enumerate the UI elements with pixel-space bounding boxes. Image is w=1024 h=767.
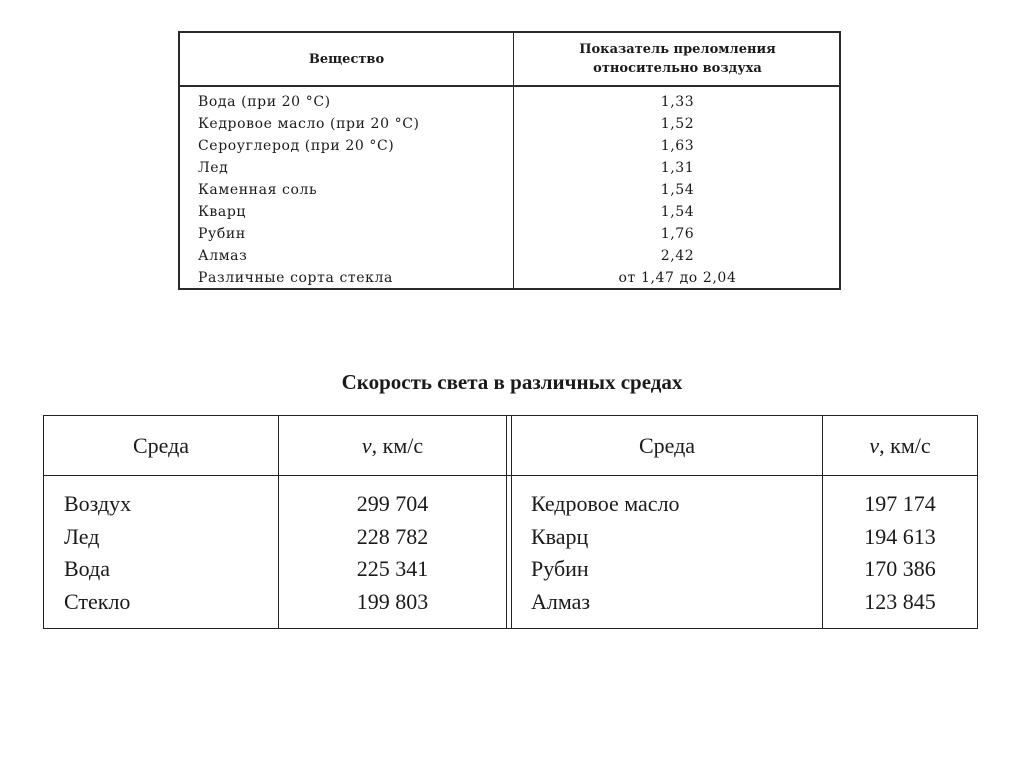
medium-name: Воздух xyxy=(64,491,132,516)
medium-name: Алмаз xyxy=(531,588,591,614)
substance-name: Кедровое масло (при 20 °С) xyxy=(198,116,420,132)
table-row xyxy=(180,223,839,245)
refraction-value: 1,54 xyxy=(660,204,695,220)
refraction-table-header xyxy=(180,33,839,87)
right-medium-column xyxy=(531,488,680,618)
refraction-table-body xyxy=(180,91,839,289)
substance-name: Рубин xyxy=(198,226,246,242)
substance-name: Различные сорта стекла xyxy=(198,270,393,286)
header-speed-left xyxy=(279,416,506,475)
refraction-value: 1,33 xyxy=(660,94,695,110)
speed-unit: , км/с xyxy=(879,433,931,458)
table-row xyxy=(180,157,839,179)
refraction-value: 2,42 xyxy=(660,248,695,264)
medium-name: Вода xyxy=(64,556,110,581)
speed-symbol: v xyxy=(361,433,372,458)
right-speed-column xyxy=(823,488,977,618)
table-row xyxy=(180,113,839,135)
left-speed-column xyxy=(279,488,506,618)
header-substance: Вещество xyxy=(308,51,385,67)
speed-value: 123 845 xyxy=(864,588,936,614)
table-row xyxy=(180,179,839,201)
table-row xyxy=(180,91,839,113)
refraction-value: 1,63 xyxy=(660,138,695,154)
speed-value: 194 613 xyxy=(864,523,936,549)
speed-value: 225 341 xyxy=(356,556,429,581)
medium-name: Лед xyxy=(64,523,100,549)
refraction-value: 1,31 xyxy=(660,160,695,176)
substance-name: Каменная соль xyxy=(198,182,318,198)
substance-name: Кварц xyxy=(198,204,247,220)
substance-name: Вода (при 20 °С) xyxy=(198,94,331,110)
medium-name: Кварц xyxy=(531,523,589,549)
medium-name: Стекло xyxy=(64,588,131,614)
refraction-value: от 1,47 до 2,04 xyxy=(618,270,737,286)
header-refraction-index xyxy=(514,33,841,85)
table-row xyxy=(180,135,839,157)
table-row xyxy=(180,267,839,289)
header-index-line2: относительно воздуха xyxy=(593,61,762,76)
refraction-index-table xyxy=(178,31,841,290)
substance-name: Лед xyxy=(198,160,229,176)
medium-name: Рубин xyxy=(531,556,589,581)
header-medium-left: Среда xyxy=(132,433,190,458)
refraction-value: 1,52 xyxy=(660,116,695,132)
medium-name: Кедровое масло xyxy=(531,491,680,516)
speed-value: 197 174 xyxy=(864,491,936,516)
header-medium-right: Среда xyxy=(638,433,696,458)
table-row xyxy=(180,201,839,223)
substance-name: Алмаз xyxy=(198,248,248,264)
header-index-line1: Показатель преломления xyxy=(579,42,776,57)
column-double-divider-left xyxy=(506,416,507,628)
speed-value: 228 782 xyxy=(356,523,429,549)
header-speed-right xyxy=(823,416,977,475)
substance-name: Сероуглерод (при 20 °С) xyxy=(198,138,395,154)
speed-value: 199 803 xyxy=(356,588,429,614)
table-row xyxy=(180,245,839,267)
speed-symbol: v xyxy=(869,433,880,458)
speed-value: 170 386 xyxy=(864,556,936,581)
refraction-value: 1,76 xyxy=(660,226,695,242)
speed-of-light-table xyxy=(43,415,978,629)
left-medium-column xyxy=(64,488,131,618)
speed-value: 299 704 xyxy=(356,491,429,516)
speed-unit: , км/с xyxy=(371,433,424,458)
speed-table-title: Скорость света в различных средах xyxy=(341,370,683,394)
refraction-value: 1,54 xyxy=(660,182,695,198)
